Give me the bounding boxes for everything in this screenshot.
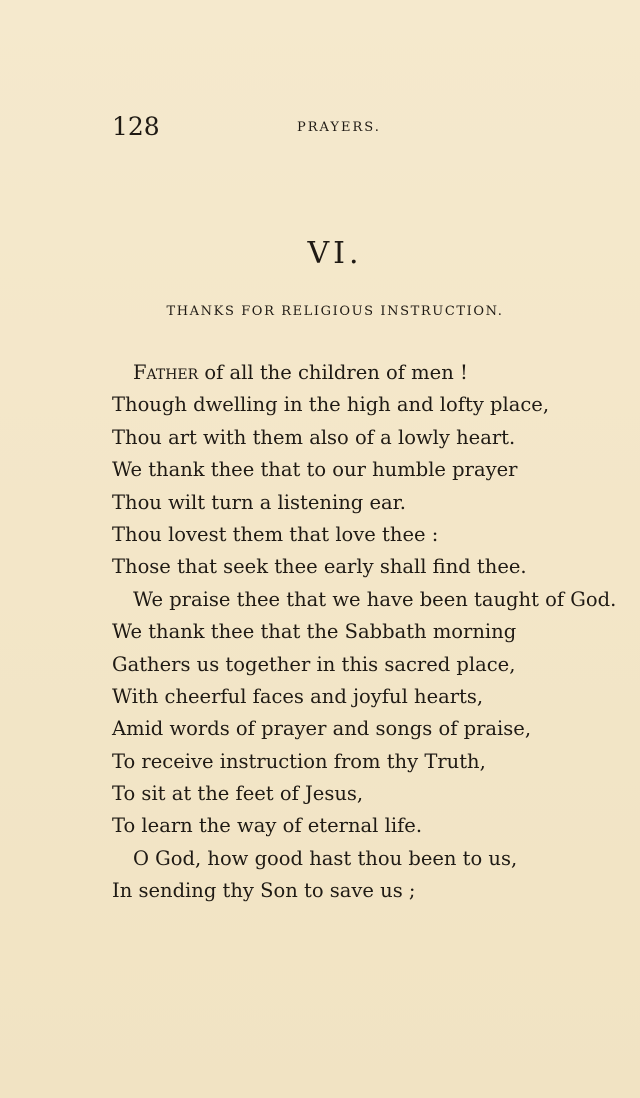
prayer-line: To receive instruction from thy Truth, bbox=[112, 749, 486, 773]
prayer-line: With cheerful faces and joyful hearts, bbox=[112, 684, 484, 708]
prayer-line: To sit at the feet of Jesus, bbox=[112, 782, 364, 806]
prayer-text bbox=[112, 357, 617, 908]
prayer-line: Though dwelling in the high and lofty place, bbox=[112, 393, 550, 417]
prayer-line: Thou lovest them that love thee : bbox=[112, 522, 439, 546]
prayer-line: We thank thee that the Sabbath morning bbox=[112, 620, 517, 644]
running-title: PRAYERS. bbox=[297, 120, 381, 135]
running-head bbox=[112, 112, 532, 142]
prayer-line: To learn the way of eternal life. bbox=[112, 814, 423, 838]
prayer-line: O God, how good hast thou been to us, bbox=[133, 846, 518, 870]
prayer-line: We thank thee that to our humble prayer bbox=[112, 458, 518, 482]
prayer-line: We praise thee that we have been taught of God. bbox=[133, 587, 617, 611]
prayer-line: In sending thy Son to save us ; bbox=[112, 879, 416, 903]
prayer-first-word: Father bbox=[133, 361, 199, 384]
prayer-line: Thou art with them also of a lowly heart. bbox=[112, 425, 516, 449]
prayer-line bbox=[112, 357, 582, 389]
prayer-line: Those that seek thee early shall find thee. bbox=[112, 555, 527, 579]
prayer-line: Gathers us together in this sacred place, bbox=[112, 652, 516, 676]
prayer-line: Amid words of prayer and songs of praise, bbox=[112, 717, 532, 741]
section-title: THANKS FOR RELIGIOUS INSTRUCTION. bbox=[166, 304, 504, 319]
prayer-line-text: of all the children of men ! bbox=[198, 361, 468, 384]
prayer-line: Thou wilt turn a listening ear. bbox=[112, 490, 406, 514]
page-number: 128 bbox=[112, 112, 160, 141]
section-numeral: VI. bbox=[307, 236, 363, 271]
